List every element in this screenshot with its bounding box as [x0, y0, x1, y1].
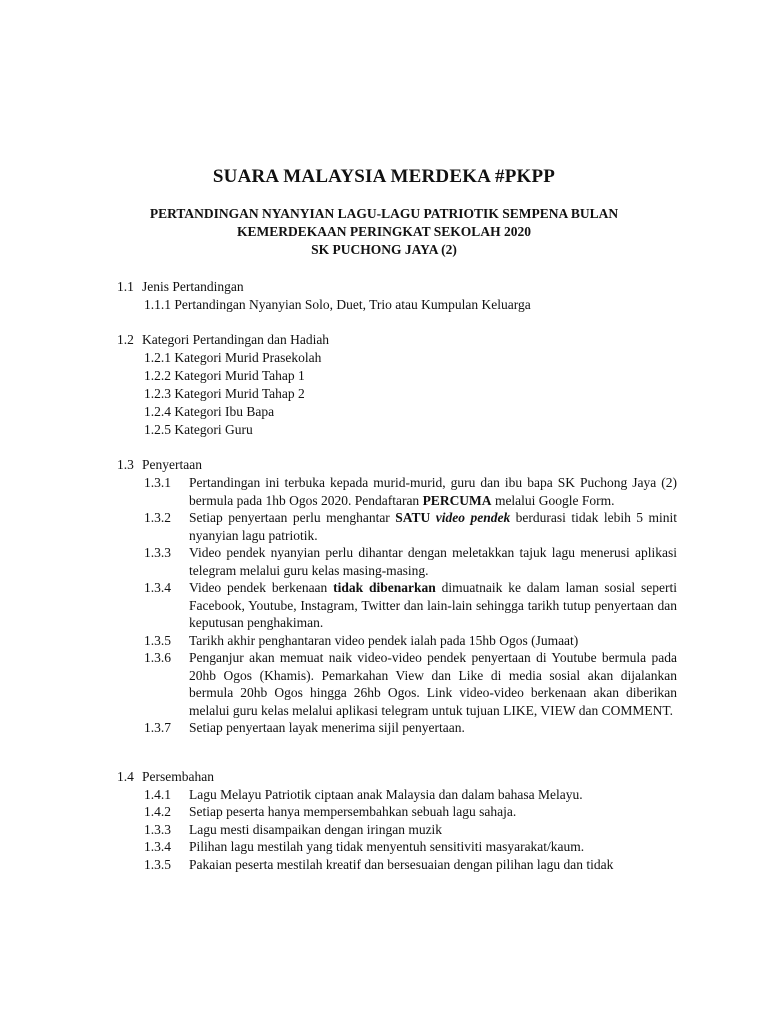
item-text: Setiap peserta hanya mempersembahkan sebuah lagu sahaja.	[189, 804, 517, 819]
section-penyertaan	[0, 456, 768, 737]
bold-text: tidak dibenarkan	[333, 580, 436, 595]
item-text: Lagu mesti disampaikan dengan iringan muzik	[189, 821, 443, 837]
item-number: 1.3.2	[144, 510, 171, 525]
section-heading	[0, 278, 768, 296]
item-text: Tarikh akhir penghantaran video pendek ialah pada 15hb Ogos (Jumaat)	[189, 632, 579, 648]
text-run: Video pendek berkenaan	[189, 580, 334, 595]
section-heading	[0, 331, 768, 349]
section-jenis-pertandingan	[0, 278, 768, 314]
subtitle-line: SK PUCHONG JAYA (2)	[311, 242, 457, 257]
list-item	[0, 649, 768, 719]
spacer	[0, 754, 768, 768]
list-item: 1.1.1 Pertandingan Nyanyian Solo, Duet, Trio atau Kumpulan Keluarga	[144, 297, 531, 312]
item-number: 1.3.3	[144, 821, 171, 837]
section-number: 1.4	[117, 768, 134, 784]
item-number: 1.3.6	[144, 650, 171, 665]
list-item: 1.2.2 Kategori Murid Tahap 1	[144, 368, 305, 383]
item-text	[189, 509, 677, 544]
bold-italic-text: video pendek	[435, 510, 511, 525]
list-item	[0, 544, 768, 579]
section-number: 1.2	[117, 332, 134, 347]
section-title: Jenis Pertandingan	[142, 279, 244, 294]
text-run: melalui Google Form.	[491, 492, 615, 508]
section-persembahan	[0, 768, 768, 874]
section-kategori	[0, 331, 768, 439]
subtitle-line: PERTANDINGAN NYANYIAN LAGU-LAGU PATRIOTIK SEMPENA BULAN	[149, 206, 619, 221]
text-run: Setiap penyertaan perlu menghantar	[189, 510, 396, 525]
item-number: 1.3.4	[144, 580, 171, 595]
item-number: 1.3.4	[144, 839, 171, 854]
bold-text: PERCUMA	[422, 492, 492, 508]
item-number: 1.4.1	[144, 786, 171, 802]
list-item	[0, 632, 768, 650]
item-text	[189, 474, 677, 509]
item-number: 1.3.5	[144, 856, 171, 872]
document-body	[0, 278, 768, 890]
document-subtitle	[0, 205, 768, 259]
list-item	[0, 838, 768, 856]
list-item	[0, 579, 768, 632]
text-run: Pertandingan ini terbuka kepada murid-murid, guru dan ibu bapa SK Puchong Jaya (2) bermula pada 1hb Ogos 2020. Pendaftaran	[189, 475, 677, 508]
section-title: Kategori Pertandingan dan Hadiah	[142, 332, 330, 347]
list-item	[0, 803, 768, 821]
item-text	[189, 579, 677, 632]
subtitle-line: KEMERDEKAAN PERINGKAT SEKOLAH 2020	[237, 224, 531, 239]
item-text: Video pendek nyanyian perlu dihantar dengan meletakkan tajuk lagu menerusi aplikasi telegram melalui guru kelas masing-masing.	[189, 545, 677, 578]
item-number: 1.4.2	[144, 804, 171, 819]
item-number: 1.3.7	[144, 720, 171, 735]
section-heading	[0, 768, 768, 786]
document-title: SUARA MALAYSIA MERDEKA #PKPP	[212, 166, 556, 187]
list-item: 1.2.1 Kategori Murid Prasekolah	[144, 350, 322, 365]
list-item: 1.2.5 Kategori Guru	[144, 422, 253, 437]
section-title: Penyertaan	[142, 457, 202, 472]
list-item	[0, 509, 768, 544]
list-item	[0, 474, 768, 509]
section-number: 1.1	[117, 279, 134, 294]
section-number: 1.3	[117, 457, 134, 472]
item-text: Pakaian peserta mestilah kreatif dan bersesuaian dengan pilihan lagu dan tidak	[189, 856, 614, 872]
item-text: Penganjur akan memuat naik video-video pendek penyertaan di Youtube bermula pada 20hb Ogos (Khamis). Pemarkahan View dan Like di media sosial akan dijalankan bermula 20hb Ogos hingga 26hb Ogos. Link video-video berkenaan akan diberikan melalui guru kelas melalui aplikasi telegram untuk tujuan LIKE, VIEW dan COMMENT.	[189, 650, 677, 718]
bold-text: SATU	[395, 510, 431, 525]
list-item	[0, 719, 768, 737]
item-text: Lagu Melayu Patriotik ciptaan anak Malaysia dan dalam bahasa Melayu.	[189, 786, 583, 802]
item-text: Pilihan lagu mestilah yang tidak menyentuh sensitiviti masyarakat/kaum.	[189, 839, 585, 854]
list-item: 1.2.3 Kategori Murid Tahap 2	[144, 386, 305, 401]
item-text: Setiap penyertaan layak menerima sijil penyertaan.	[189, 720, 465, 735]
list-item	[0, 786, 768, 804]
list-item	[0, 821, 768, 839]
item-number: 1.3.1	[144, 475, 171, 490]
item-number: 1.3.5	[144, 632, 171, 648]
section-heading	[0, 456, 768, 474]
list-item	[0, 856, 768, 874]
text-run: berdurasi tidak lebih 5 minit nyanyian lagu patriotik.	[189, 510, 678, 543]
list-item: 1.2.4 Kategori Ibu Bapa	[144, 404, 275, 419]
text-run: dimuatnaik ke dalam laman sosial seperti Facebook, Youtube, Instagram, Twitter dan lain-lain sehingga tarikh tutup penyertaan dan keputusan penghakiman.	[189, 580, 677, 630]
section-title: Persembahan	[142, 768, 214, 784]
item-number: 1.3.3	[144, 545, 171, 560]
